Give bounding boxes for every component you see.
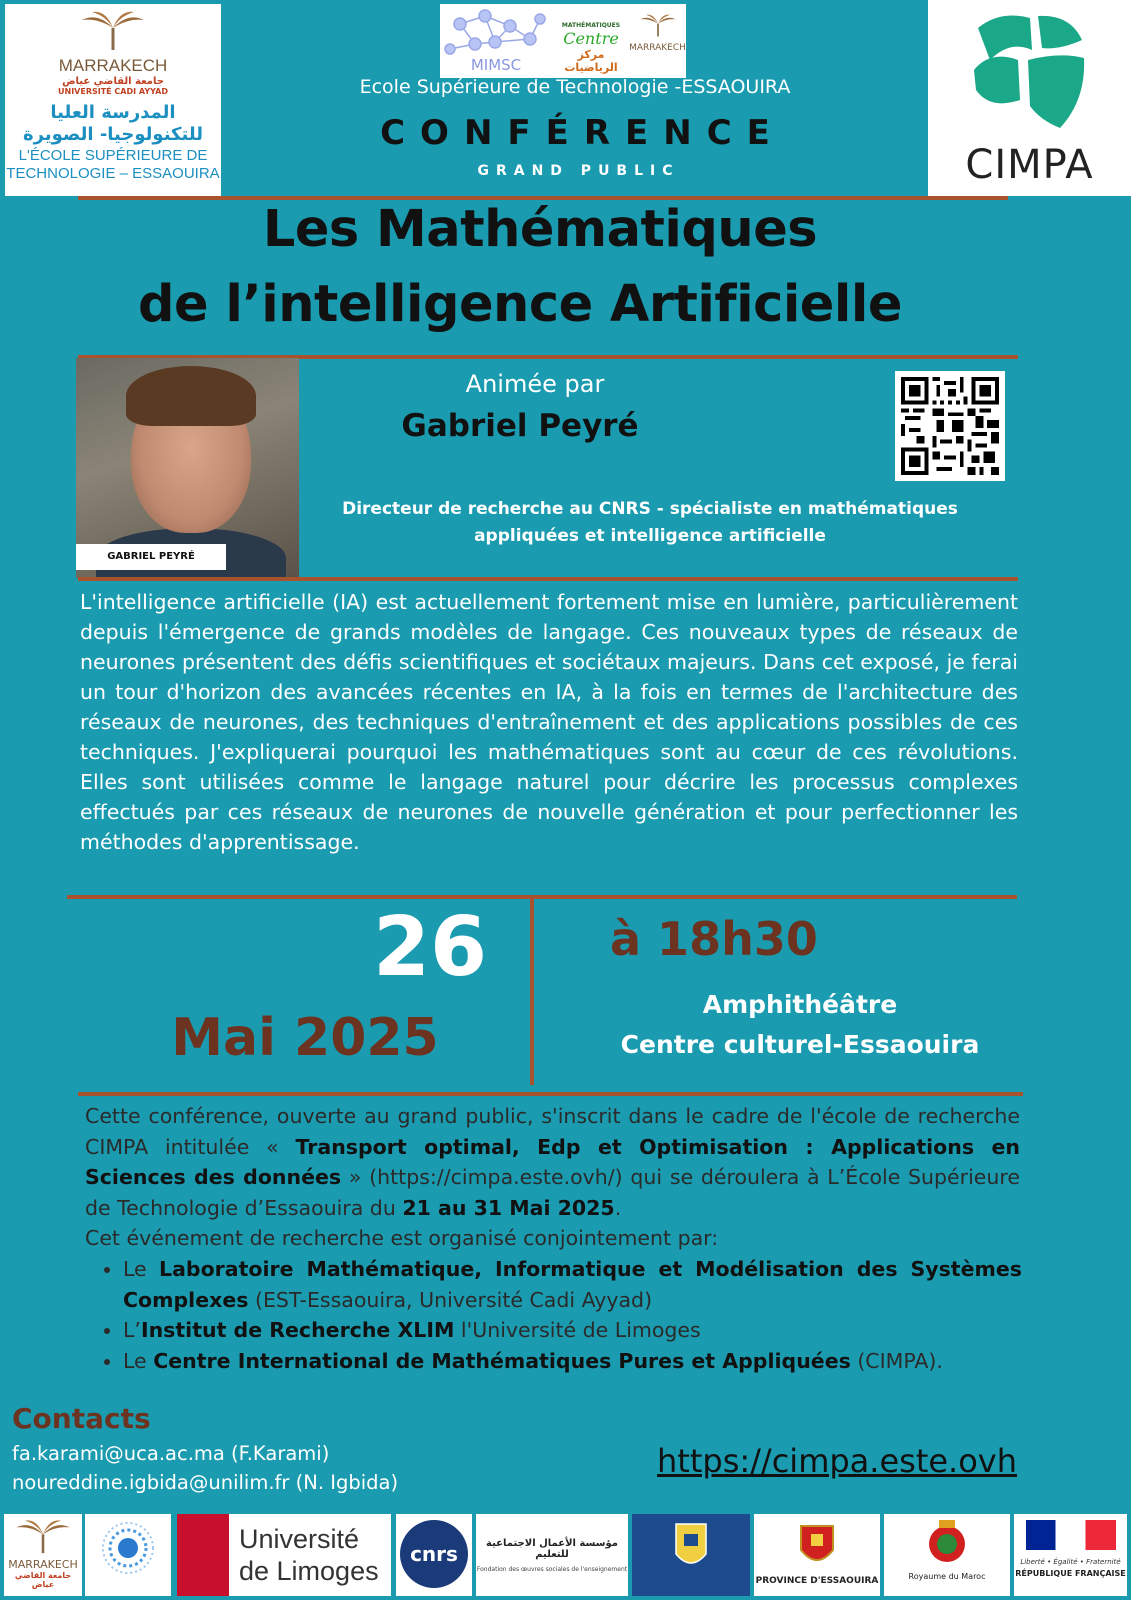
school-dates: 21 au 31 Mai 2025 <box>402 1195 615 1220</box>
network-graph-icon <box>440 4 553 78</box>
speaker-role: Directeur de recherche au CNRS - spécialiste en mathématiques appliquées et intelligence artificielle <box>342 499 958 546</box>
list-item: • L’Institut de Recherche XLIM l'Université de Limoges <box>123 1315 1022 1346</box>
palm-logo-icon <box>13 1518 73 1554</box>
speaker-name: Gabriel Peyré <box>401 408 639 444</box>
footer-republique-logo: Liberté • Égalité • Fraternité RÉPUBLIQUE FRANÇAISE <box>1014 1514 1127 1596</box>
organizers-list <box>97 1254 1022 1376</box>
palm-logo-icon <box>78 10 148 50</box>
event-time: à 18h30 <box>610 912 818 966</box>
photo-caption: GABRIEL PEYRÉ <box>76 544 226 570</box>
list-item: • Le Laboratoire Mathématique, Informatique et Modélisation des Systèmes Complexes (EST-Essaouira, Université Cadi Ayyad) <box>123 1254 1022 1315</box>
footer-essaouira-commune-logo <box>632 1514 750 1596</box>
footer-foundation-logo: مؤسسة الأعمال الاجتماعية للتعليم Fondation des œuvres sociales de l'enseignement <box>476 1514 628 1596</box>
palm-logo-icon <box>638 10 678 40</box>
french-flag-icon <box>1026 1520 1116 1550</box>
cimpa-label: CIMPA <box>965 142 1094 188</box>
est-essaouira-logo: MARRAKECH جامعة القاضي عياض UNIVERSITÉ CADI AYYAD المدرسة العليا للتكنولوجيا- الصويرة L'ÉCOLE SUPÉRIEURE DE TECHNOLOGIE – ESSAOUIRA <box>5 4 221 196</box>
mimsc-logo <box>440 4 553 78</box>
mimsc-label: MIMSC <box>470 56 522 74</box>
conference-heading: CONFÉRENCE <box>380 113 785 153</box>
limoges-mark-icon <box>177 1514 229 1596</box>
royal-emblem-icon <box>919 1518 975 1568</box>
list-item: • Le Centre International de Mathématiques Pures et Appliquées (CIMPA). <box>123 1346 1022 1377</box>
animated-by-label: Animée par <box>465 370 605 398</box>
school-name: Ecole Supérieure de Technologie -ESSAOUIRA <box>359 76 791 98</box>
vertical-divider <box>530 899 534 1085</box>
qr-code[interactable] <box>895 371 1005 481</box>
website-link[interactable]: https://cimpa.este.ovh <box>657 1442 1018 1480</box>
audience-label: GRAND PUBLIC <box>477 163 680 179</box>
divider <box>78 577 1018 581</box>
footer-province-logo: PROVINCE D'ESSAOUIRA <box>754 1514 880 1596</box>
footer-cnrs-logo: cnrs <box>396 1514 472 1596</box>
coat-of-arms-icon <box>787 1520 847 1572</box>
footer-marrakech-logo: MARRAKECH جامعة القاضي عياض <box>4 1514 82 1596</box>
cimpa-logo <box>928 0 1131 196</box>
school-title: Transport optimal, Edp et Optimisation : Applications en Sciences des données <box>85 1134 1020 1189</box>
contact-email-karami[interactable]: fa.karami@uca.ac.ma (F.Karami) <box>12 1442 330 1465</box>
event-month-year: Mai 2025 <box>171 1008 439 1068</box>
marrakech-small-logo: MARRAKECH <box>629 4 686 78</box>
contact-email-igbida[interactable]: noureddine.igbida@unilim.fr (N. Igbida) <box>12 1471 399 1494</box>
event-venue: Amphithéâtre Centre culturel-Essaouira <box>620 990 980 1059</box>
title-line-2: de l’intelligence Artificielle <box>138 275 902 334</box>
footer-limoges-logo: Université de Limoges <box>177 1514 391 1596</box>
contacts-heading: Contacts <box>12 1402 151 1435</box>
sun-emblem-icon <box>85 1514 171 1596</box>
centre-mathematiques-logo: MATHÉMATIQUES Centre مركز الرياضيات <box>553 4 629 78</box>
speaker-photo <box>76 358 299 578</box>
cimpa-leaf-icon <box>970 10 1090 140</box>
coat-of-arms-icon <box>632 1514 750 1596</box>
footer-cnrst-logo <box>85 1514 171 1596</box>
qr-code-icon <box>901 377 999 475</box>
divider <box>78 1092 1023 1096</box>
divider <box>67 895 1017 899</box>
footer-ministry-logo: Royaume du Maroc <box>884 1514 1010 1596</box>
event-day: 26 <box>372 900 488 995</box>
abstract-text: L'intelligence artificielle (IA) est actuellement fortement mise en lumière, particulièrement depuis l'émergence de grands modèles de langage. Ces nouveaux types de réseaux de neurones présentent des défis scientifiques et sociétaux majeurs. Dans cet exposé, je ferai un tour d'horizon des avancées récentes en IA, à la fois en termes de l'architecture des réseaux de neurones, des techniques d'entraînement et des applications possibles de ces techniques. J'expliquerai pourquoi les mathématiques sont au cœur de ces révolutions. Elles sont utilisées comme le langage naturel pour décrire les processus complexes effectués par ces réseaux de neurones de nouvelle génération et pour perfectionner les méthodes d'apprentissage. <box>80 590 1018 854</box>
title-line-1: Les Mathématiques <box>262 200 818 259</box>
school-info: Cette conférence, ouverte au grand public, s'inscrit dans le cadre de l'école de recherche CIMPA intitulée « Transport optimal, Edp et Optimisation : Applications en Sciences des données » (https://cimpa.este.ovh/) qui se déroulera à L’École Supérieure de Technologie d’Essaouira du 21 au 31 Mai 2025. Cet événement de recherche est organisé conjointement par: <box>85 1104 1020 1250</box>
